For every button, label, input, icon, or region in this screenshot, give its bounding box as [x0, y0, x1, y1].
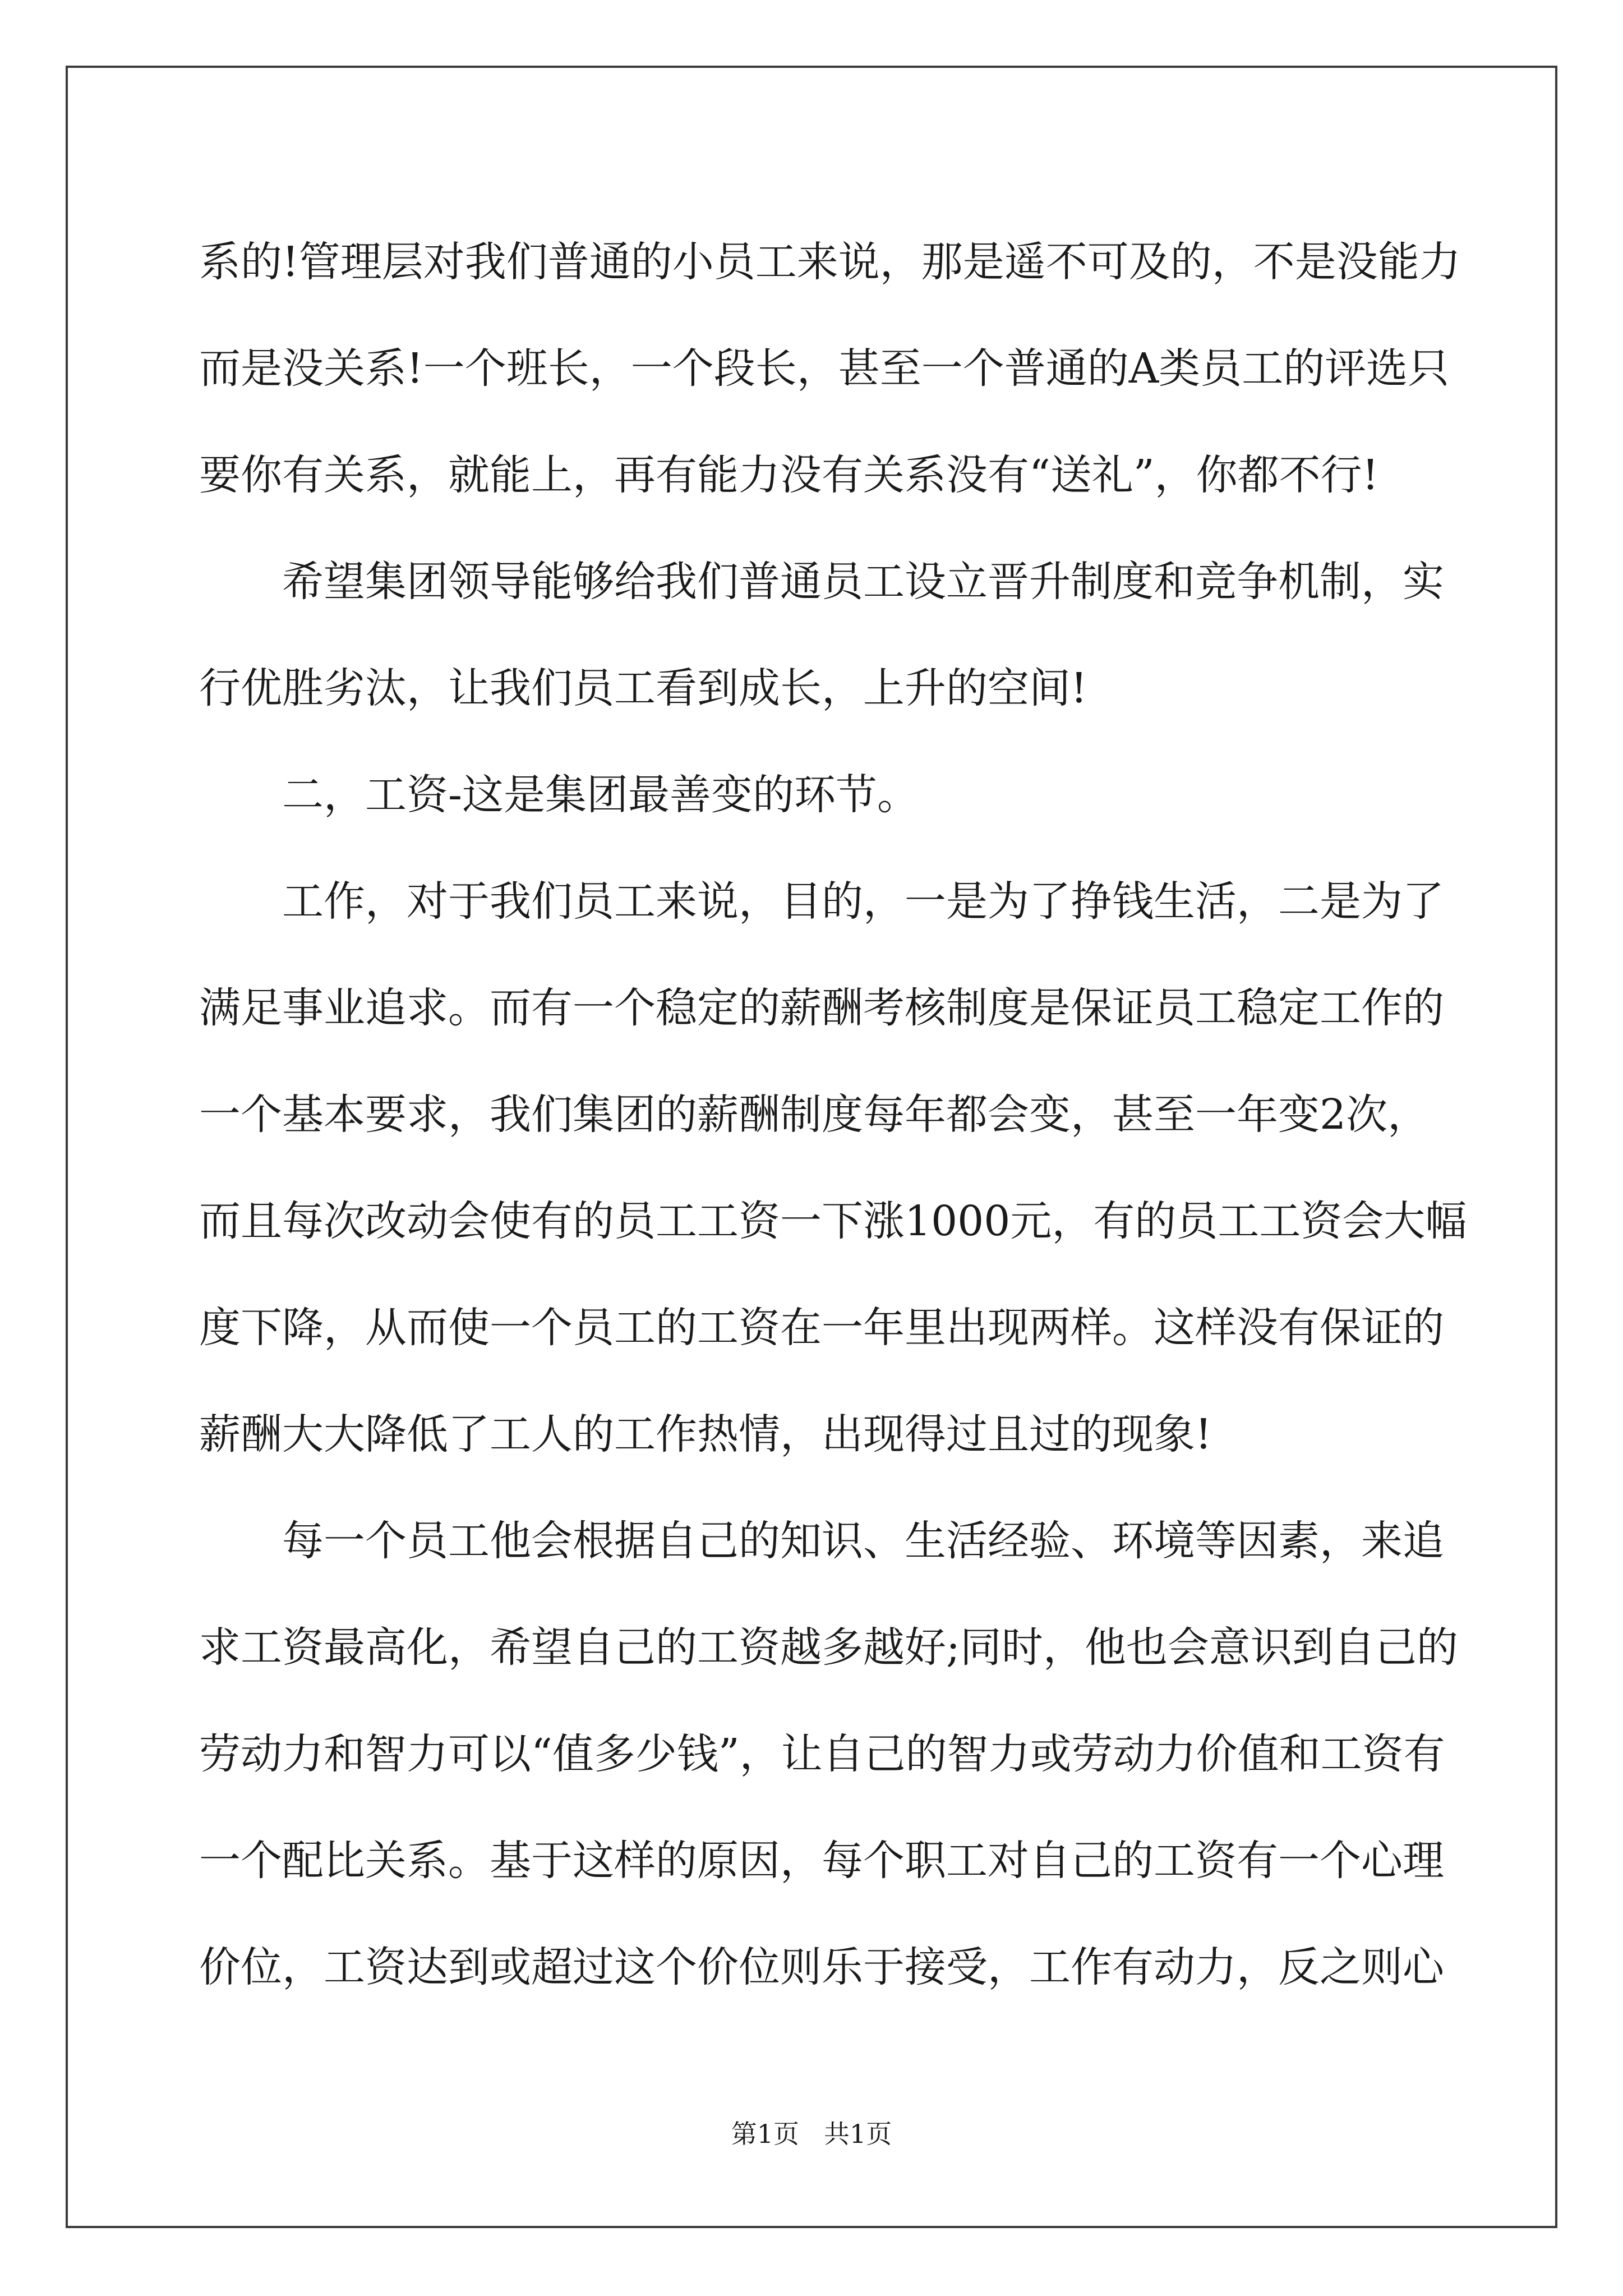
- text-line: 系的!管理层对我们普通的小员工来说，那是遥不可及的，不是没能力: [199, 238, 1461, 286]
- text-line: 满足事业追求。而有一个稳定的薪酬考核制度是保证员工稳定工作的: [199, 984, 1444, 1032]
- page-number: 第1页: [731, 2119, 799, 2149]
- section-heading: 二，工资-这是集团最善变的环节。: [282, 771, 919, 819]
- text-line: 一个配比关系。基于这样的原因，每个职工对自己的工资有一个心理: [199, 1837, 1444, 1885]
- text-line: 而且每次改动会使有的员工工资一下涨1000元，有的员工工资会大幅: [199, 1197, 1467, 1245]
- text-line: 一个基本要求，我们集团的薪酬制度每年都会变，甚至一年变2次，: [199, 1091, 1430, 1139]
- text-line: 劳动力和智力可以“值多少钱”，让自己的智力或劳动力价值和工资有: [199, 1730, 1445, 1778]
- text-line: 度下降，从而使一个员工的工资在一年里出现两样。这样没有保证的: [199, 1304, 1444, 1352]
- text-line: 薪酬大大降低了工人的工作热情，出现得过且过的现象!: [199, 1410, 1212, 1458]
- text-line: 而是没关系!一个班长，一个段长，甚至一个普通的A类员工的评选只: [199, 344, 1450, 393]
- text-line: 价位，工资达到或超过这个价位则乐于接受，工作有动力，反之则心: [199, 1943, 1444, 1991]
- text-line: 求工资最高化，希望自己的工资越多越好;同时，他也会意识到自己的: [199, 1623, 1458, 1672]
- document-body: [199, 209, 1467, 2021]
- text-line: 每一个员工他会根据自己的知识、生活经验、环境等因素，来追: [282, 1517, 1444, 1565]
- page-total: 共1页: [824, 2119, 892, 2149]
- text-line: 工作，对于我们员工来说，目的，一是为了挣钱生活，二是为了: [282, 877, 1444, 926]
- text-line: 希望集团领导能够给我们普通员工设立晋升制度和竞争机制，实: [282, 558, 1444, 606]
- page-footer: [0, 2114, 1623, 2151]
- text-line: 行优胜劣汰，让我们员工看到成长，上升的空间!: [199, 664, 1087, 712]
- text-line: 要你有关系，就能上，再有能力没有关系没有“送礼”，你都不行!: [199, 451, 1379, 499]
